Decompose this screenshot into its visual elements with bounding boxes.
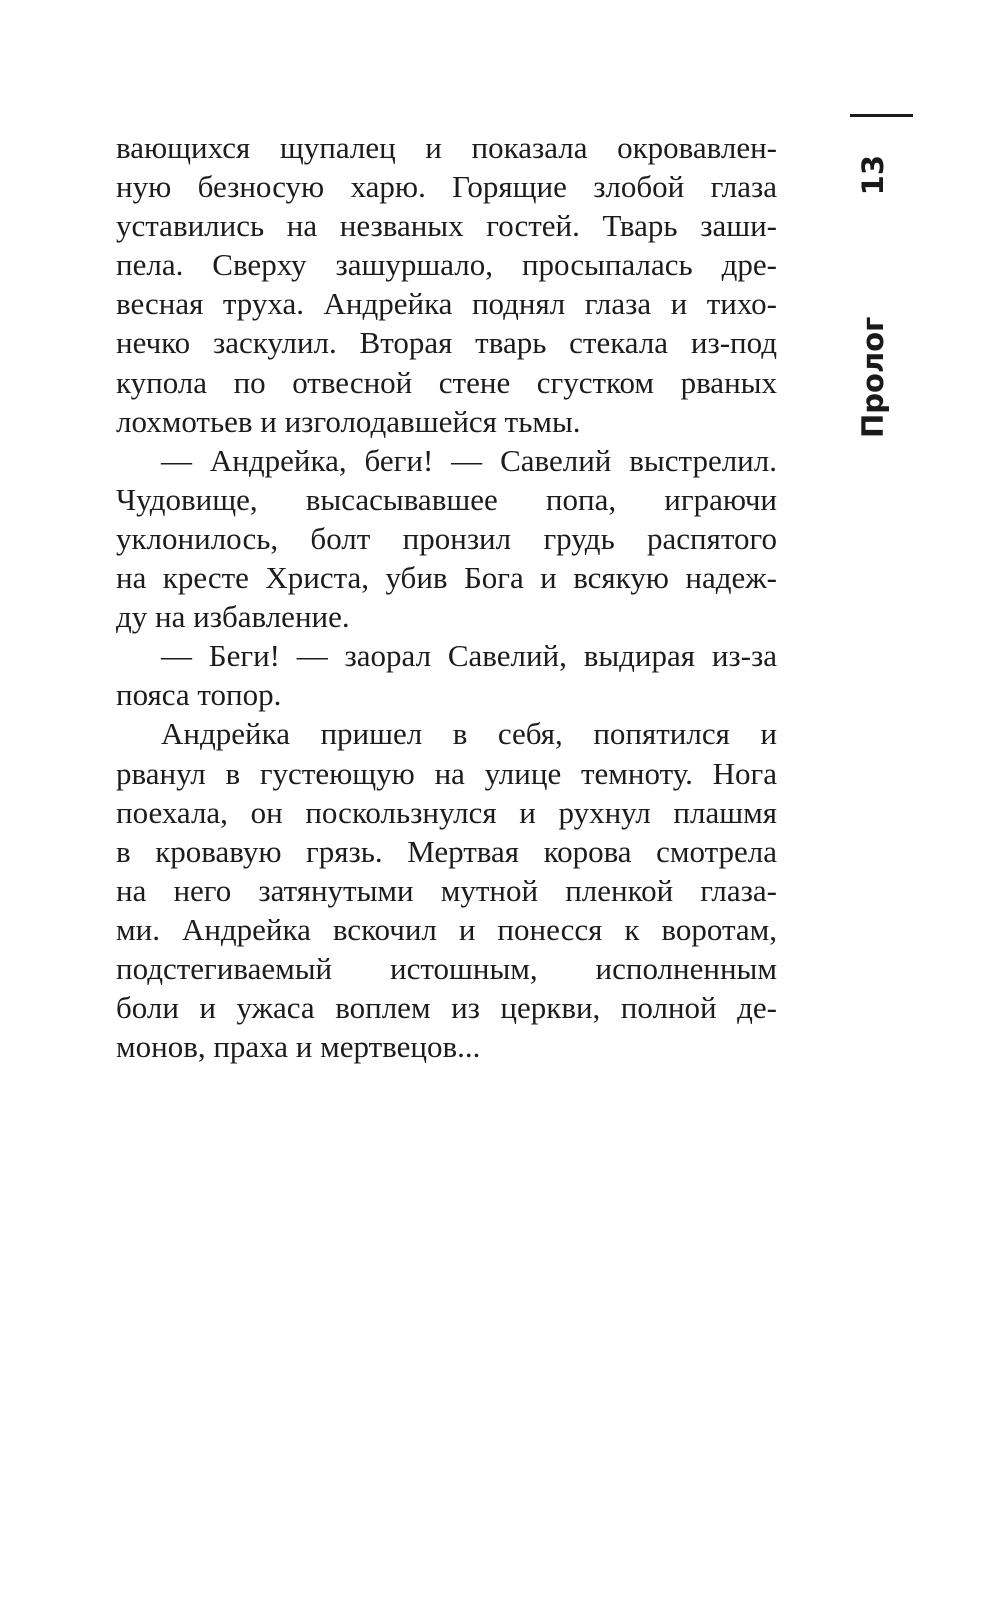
text-line: ную безносую харю. Горящие злобой глаза bbox=[116, 169, 777, 205]
text-line: уставились на незваных гостей. Тварь заши- bbox=[116, 208, 777, 244]
header-rule bbox=[850, 114, 913, 117]
text-line: пела. Сверху зашуршало, просыпалась дре- bbox=[116, 247, 777, 283]
text-line: пояса топор. bbox=[116, 677, 282, 713]
text-line: лохмотьев и изголодавшейся тьмы. bbox=[116, 403, 581, 439]
text-line: вающихся щупалец и показала окровавлен- bbox=[116, 130, 777, 165]
section-title: Пролог bbox=[856, 316, 890, 438]
text-line: ду на избавление. bbox=[116, 599, 350, 635]
running-header bbox=[836, 155, 910, 438]
page-number: 13 bbox=[856, 155, 890, 196]
text-line: — Андрейка, беги! — Савелий выстрелил. bbox=[161, 442, 777, 478]
text-line: на кресте Христа, убив Бога и всякую надеж- bbox=[116, 560, 777, 596]
text-line: рванул в густеющую на улице темноту. Нога bbox=[116, 755, 777, 791]
text-line: поехала, он поскользнулся и рухнул плашмя bbox=[116, 794, 777, 830]
text-line: Чудовище, высасывавшее попа, играючи bbox=[116, 481, 777, 517]
text-line: монов, праха и мертвецов... bbox=[116, 1029, 481, 1065]
running-header-text bbox=[836, 155, 910, 438]
text-line: купола по отвесной стене сгустком рваных bbox=[116, 364, 777, 400]
text-line: уклонилось, болт пронзил грудь распятого bbox=[116, 520, 777, 556]
text-line: весная труха. Андрейка поднял глаза и тихо- bbox=[116, 286, 777, 322]
text-line: Андрейка пришел в себя, попятился и bbox=[161, 716, 777, 752]
text-line: — Беги! — заорал Савелий, выдирая из-за bbox=[161, 638, 777, 674]
text-line: подстегиваемый истошным, исполненным bbox=[116, 950, 777, 986]
text-line: в кровавую грязь. Мертвая корова смотрела bbox=[116, 833, 777, 869]
text-line: на него затянутыми мутной пленкой глаза- bbox=[116, 872, 777, 908]
body-text bbox=[116, 128, 777, 1066]
text-line: боли и ужаса воплем из церкви, полной де- bbox=[116, 990, 777, 1026]
text-line: нечко заскулил. Вторая тварь стекала из-под bbox=[116, 325, 777, 361]
text-line: ми. Андрейка вскочил и понесся к воротам, bbox=[116, 911, 777, 947]
